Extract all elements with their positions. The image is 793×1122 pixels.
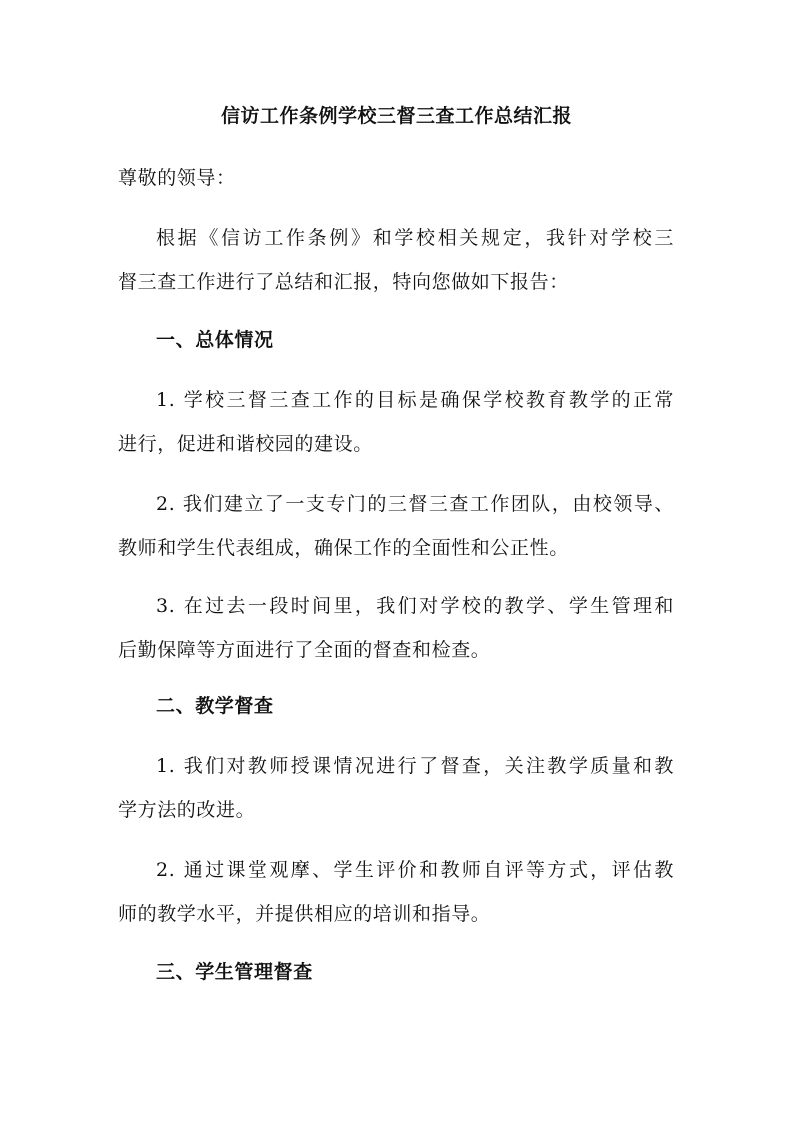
section-heading-teaching: 二、教学督查 — [156, 695, 274, 717]
overall-item-2-line-1: 2. 我们建立了一支专门的三督三查工作团队，由校领导、 — [156, 493, 674, 515]
overall-item-1-line-1: 1. 学校三督三查工作的目标是确保学校教育教学的正常 — [156, 389, 674, 411]
document-title: 信访工作条例学校三督三查工作总结汇报 — [220, 105, 572, 127]
teaching-item-1-line-1: 1. 我们对教师授课情况进行了督查，关注教学质量和教 — [156, 755, 674, 777]
section-heading-student-management: 三、学生管理督查 — [156, 961, 313, 983]
intro-line-1: 根据《信访工作条例》和学校相关规定，我针对学校三 — [156, 227, 674, 249]
teaching-item-2-line-2: 师的教学水平，并提供相应的培训和指导。 — [118, 903, 491, 925]
overall-item-2-line-2: 教师和学生代表组成，确保工作的全面性和公正性。 — [118, 537, 569, 559]
teaching-item-1-line-2: 学方法的改进。 — [118, 799, 256, 821]
intro-line-2: 督三查工作进行了总结和汇报，特向您做如下报告： — [118, 271, 569, 293]
section-heading-overall: 一、总体情况 — [156, 329, 274, 351]
overall-item-3-line-1: 3. 在过去一段时间里，我们对学校的教学、学生管理和 — [156, 595, 674, 617]
salutation: 尊敬的领导： — [118, 167, 236, 189]
overall-item-1-line-2: 进行，促进和谐校园的建设。 — [118, 433, 373, 455]
teaching-item-2-line-1: 2. 通过课堂观摩、学生评价和教师自评等方式，评估教 — [156, 859, 674, 881]
overall-item-3-line-2: 后勤保障等方面进行了全面的督查和检查。 — [118, 639, 491, 661]
